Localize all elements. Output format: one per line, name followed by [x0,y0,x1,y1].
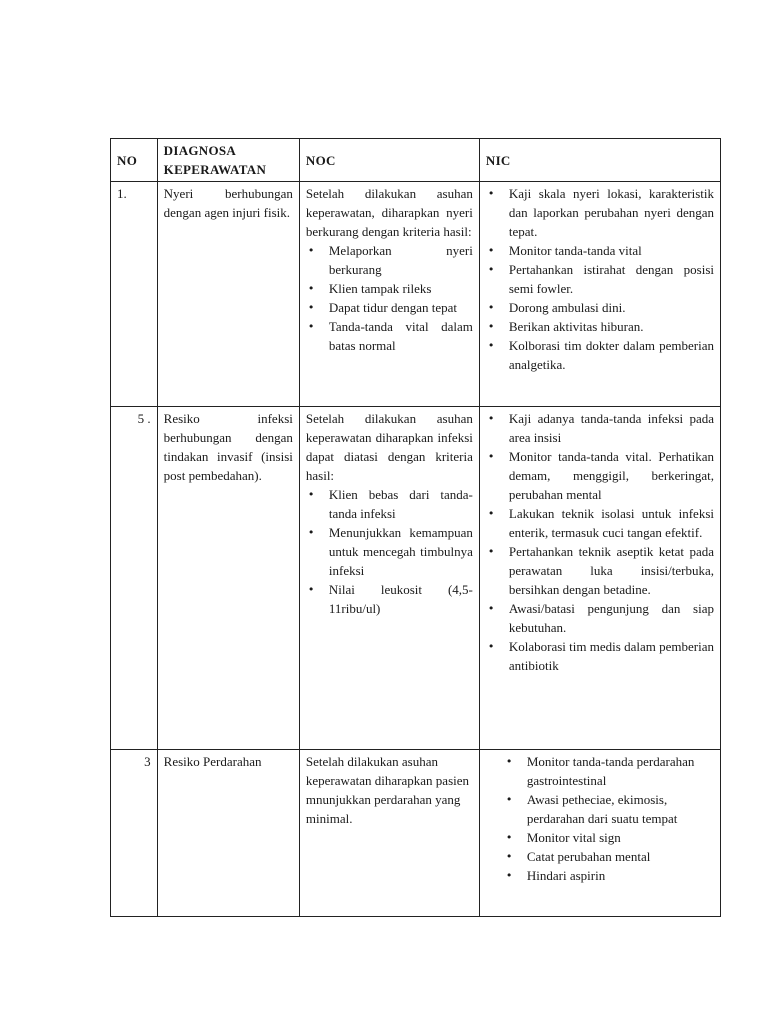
noc-intro: Setelah dilakukan asuhan keperawatan diharapkan pasien mnunjukkan perdarahan yang minimal. [305,754,470,826]
nic-cell [479,407,720,750]
diagnosis-cell: Nyeri berhubungan dengan agen injuri fisik. [157,182,299,407]
nic-list [486,409,714,675]
header-nic: NIC [479,139,720,182]
list-item: • Monitor tanda-tanda vital [486,241,714,260]
list-item: • Awasi petheciae, ekimosis, perdarahan dari suatu tempat [504,790,714,828]
list-item: • Klien tampak rileks [306,279,473,298]
noc-intro: Setelah dilakukan asuhan keperawatan, diharapkan nyeri berkurang dengan kriteria hasil: [305,186,473,239]
header-diagnosa: DIAGNOSA KEPERAWATAN [157,139,299,182]
list-item: • Monitor vital sign [504,828,714,847]
list-item: • Kolborasi tim dokter dalam pemberian analgetika. [486,336,714,374]
row-number: 5 . [111,407,158,750]
noc-cell [299,182,479,407]
noc-intro: Setelah dilakukan asuhan keperawatan diharapkan infeksi dapat diatasi dengan kriteria hasil: [305,411,473,483]
list-item: • Berikan aktivitas hiburan. [486,317,714,336]
nic-cell [479,182,720,407]
header-row [111,139,721,182]
list-item: • Klien bebas dari tanda-tanda infeksi [306,485,473,523]
diagnosis-cell: Resiko Perdarahan [157,750,299,917]
list-item: • Kaji skala nyeri lokasi, karakteristik dan laporkan perubahan nyeri dengan tepat. [486,184,714,241]
table-row [111,182,721,407]
nic-list [486,752,714,885]
list-item: • Catat perubahan mental [504,847,714,866]
list-item: • Pertahankan istirahat dengan posisi semi fowler. [486,260,714,298]
noc-list [306,241,473,355]
nic-cell [479,750,720,917]
list-item: • Nilai leukosit (4,5-11ribu/ul) [306,580,473,618]
list-item: • Kolaborasi tim medis dalam pemberian antibiotik [486,637,714,675]
list-item: • Menunjukkan kemampuan untuk mencegah timbulnya infeksi [306,523,473,580]
noc-list [306,485,473,618]
list-item: • Monitor tanda-tanda perdarahan gastrointestinal [504,752,714,790]
header-no: NO [111,139,158,182]
nursing-care-plan-table [110,138,721,917]
list-item: • Tanda-tanda vital dalam batas normal [306,317,473,355]
nic-list [486,184,714,374]
list-item: • Melaporkan nyeri berkurang [306,241,473,279]
list-item: • Dapat tidur dengan tepat [306,298,473,317]
row-number: 3 [111,750,158,917]
list-item: • Hindari aspirin [504,866,714,885]
header-noc: NOC [299,139,479,182]
list-item: • Lakukan teknik isolasi untuk infeksi enterik, termasuk cuci tangan efektif. [486,504,714,542]
list-item: • Monitor tanda-tanda vital. Perhatikan demam, menggigil, berkeringat, perubahan mental [486,447,714,504]
row-number: 1. [111,182,158,407]
list-item: • Pertahankan teknik aseptik ketat pada perawatan luka insisi/terbuka, bersihkan dengan betadine. [486,542,714,599]
diagnosis-cell: Resiko infeksi berhubungan dengan tindakan invasif (insisi post pembedahan). [157,407,299,750]
list-item: • Awasi/batasi pengunjung dan siap kebutuhan. [486,599,714,637]
noc-cell [299,750,479,917]
list-item: • Dorong ambulasi dini. [486,298,714,317]
table-row [111,407,721,750]
noc-cell [299,407,479,750]
list-item: • Kaji adanya tanda-tanda infeksi pada area insisi [486,409,714,447]
table-row [111,750,721,917]
